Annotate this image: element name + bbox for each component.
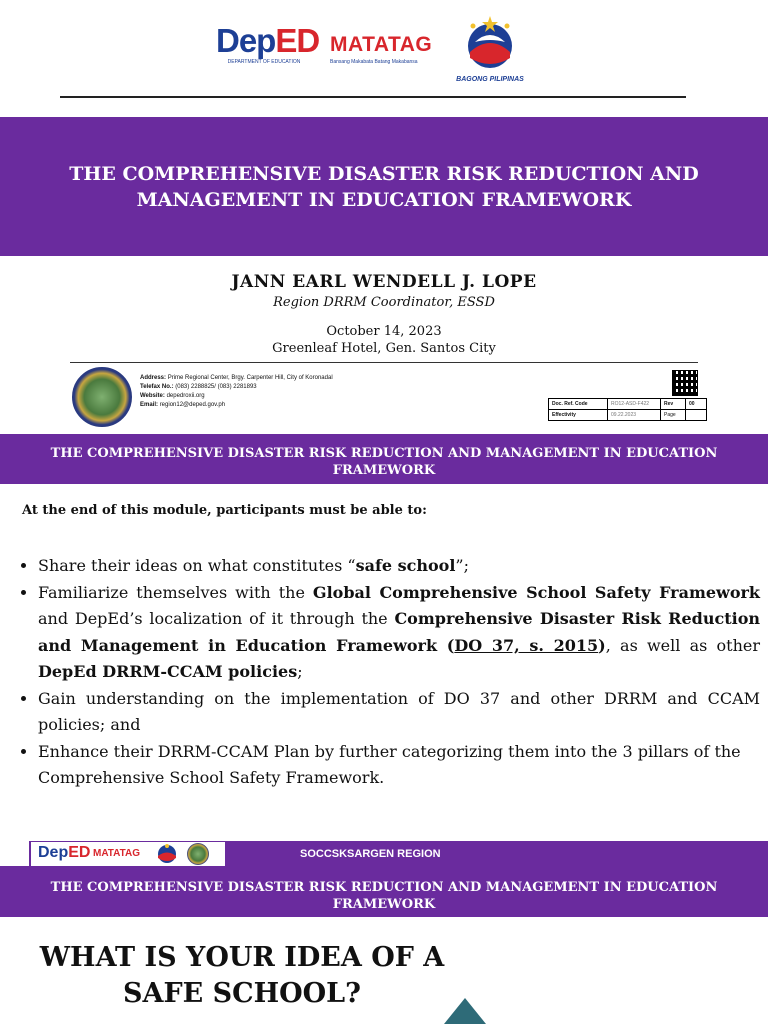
slide3-title-band [0,866,768,917]
objective-text: ; [297,662,303,681]
matatag-logo-word: MATATAG [330,33,433,56]
objective-emphasis: safe school [355,556,456,575]
effectivity-value: 09.22.2023 [608,410,661,421]
event-venue: Greenleaf Hotel, Gen. Santos City [272,341,496,356]
telefax-label: Telefax No.: [140,384,174,390]
email-label: Email: [140,402,159,408]
objective-item [38,580,760,686]
mini-region-seal-icon [187,843,209,865]
mini-deped-dep: Dep [38,844,69,861]
presenter-name: JANN EARL WENDELL J. LOPE [231,272,537,292]
mini-deped-ed: ED [68,844,91,861]
objective-emphasis: Comprehensive Disaster Risk Reduction and Management in Education Framework [38,609,760,655]
objective-text: ”; [455,556,469,575]
region-label: SOCCSKSARGEN REGION [300,848,441,860]
mini-matatag-logo: MATATAG [93,848,141,859]
doc-ref-code-value: RO12-ASD-F422 [608,399,661,410]
slide2-title-band [0,434,768,484]
deped-logo [216,22,320,74]
objective-item [38,686,760,739]
event-date: October 14, 2023 [326,324,442,339]
presenter-role: Region DRRM Coordinator, ESSD [273,295,495,310]
region-seal-icon [72,367,132,427]
objective-text: Familiarize themselves with the [38,582,313,602]
slide1-title-band [0,117,768,256]
triangle-decoration-icon [444,998,486,1024]
page-value [686,410,707,421]
objective-text: Gain understanding on the implementation of DO 37 and other DRRM and CCAM policies; and [38,688,760,734]
address-value: Prime Regional Center, Brgy. Carpenter Hill, City of Koronadal [167,375,333,381]
matatag-logo-tagline: Bansang Makabata Batang Makabansa [330,59,418,65]
slide1-title: THE COMPREHENSIVE DISASTER RISK REDUCTION AND MANAGEMENT IN EDUCATION FRAMEWORK [69,162,699,211]
deped-logo-subtitle: DEPARTMENT OF EDUCATION [227,59,301,65]
objective-text: and DepEd’s localization of it through the [38,609,395,628]
header-divider [60,96,686,98]
objective-emphasis: ) [598,635,606,655]
footer-address-block [140,374,333,410]
doc-ref-table [548,398,707,421]
page-label: Page [661,410,686,421]
objective-text: , as well as other [605,635,761,655]
website-label: Website: [140,393,165,399]
matatag-logo [330,34,442,74]
bagong-pilipinas-emblem-icon [461,14,519,70]
rev-label: Rev [661,399,686,410]
presenter-block [0,272,768,356]
objective-item [38,739,760,792]
objective-emphasis: Global Comprehensive School Safety Framework [312,582,761,602]
objective-text: Share their ideas on what constitutes “ [38,556,356,575]
qr-code-icon [672,370,698,396]
rev-value: 00 [686,399,707,410]
bagong-pilipinas-text: BAGONG PILIPINAS [456,76,524,83]
footer-divider [70,362,698,363]
telefax-value: (083) 2288825/ (083) 2281893 [175,384,257,390]
mini-bagong-pilipinas-icon [156,843,178,863]
website-link[interactable]: depedroxii.org [166,393,205,399]
email-link[interactable]: region12@deped.gov.ph [159,402,226,408]
deped-logo-ed: ED [275,22,320,59]
objectives-intro: At the end of this module, participants must be able to: [22,503,427,518]
do-37-link[interactable]: DO 37, s. 2015 [454,635,599,655]
address-label: Address: [140,375,167,381]
objective-item [38,553,760,580]
bagong-pilipinas-logo [454,14,526,82]
mini-deped-logo [38,845,90,861]
objective-emphasis: DepEd DRRM-CCAM policies [38,662,298,681]
safe-school-question: WHAT IS YOUR IDEA OF A SAFE SCHOOL? [39,942,445,1009]
slide2-title: THE COMPREHENSIVE DISASTER RISK REDUCTION AND MANAGEMENT IN EDUCATION FRAMEWORK [50,446,718,478]
effectivity-label: Effectivity [549,410,608,421]
doc-ref-code-label: Doc. Ref. Code [549,399,608,410]
slide3-title: THE COMPREHENSIVE DISASTER RISK REDUCTION AND MANAGEMENT IN EDUCATION FRAMEWORK [50,880,718,912]
doc-ref-row [549,399,707,410]
effectivity-row [549,410,707,421]
objective-text: Enhance their DRRM-CCAM Plan by further categorizing them into the 3 pillars of the Comprehensive School Safety Framework. [38,741,741,787]
objective-emphasis: ( [437,635,455,655]
objectives-list [18,553,760,792]
deped-logo-dep: Dep [216,22,276,59]
